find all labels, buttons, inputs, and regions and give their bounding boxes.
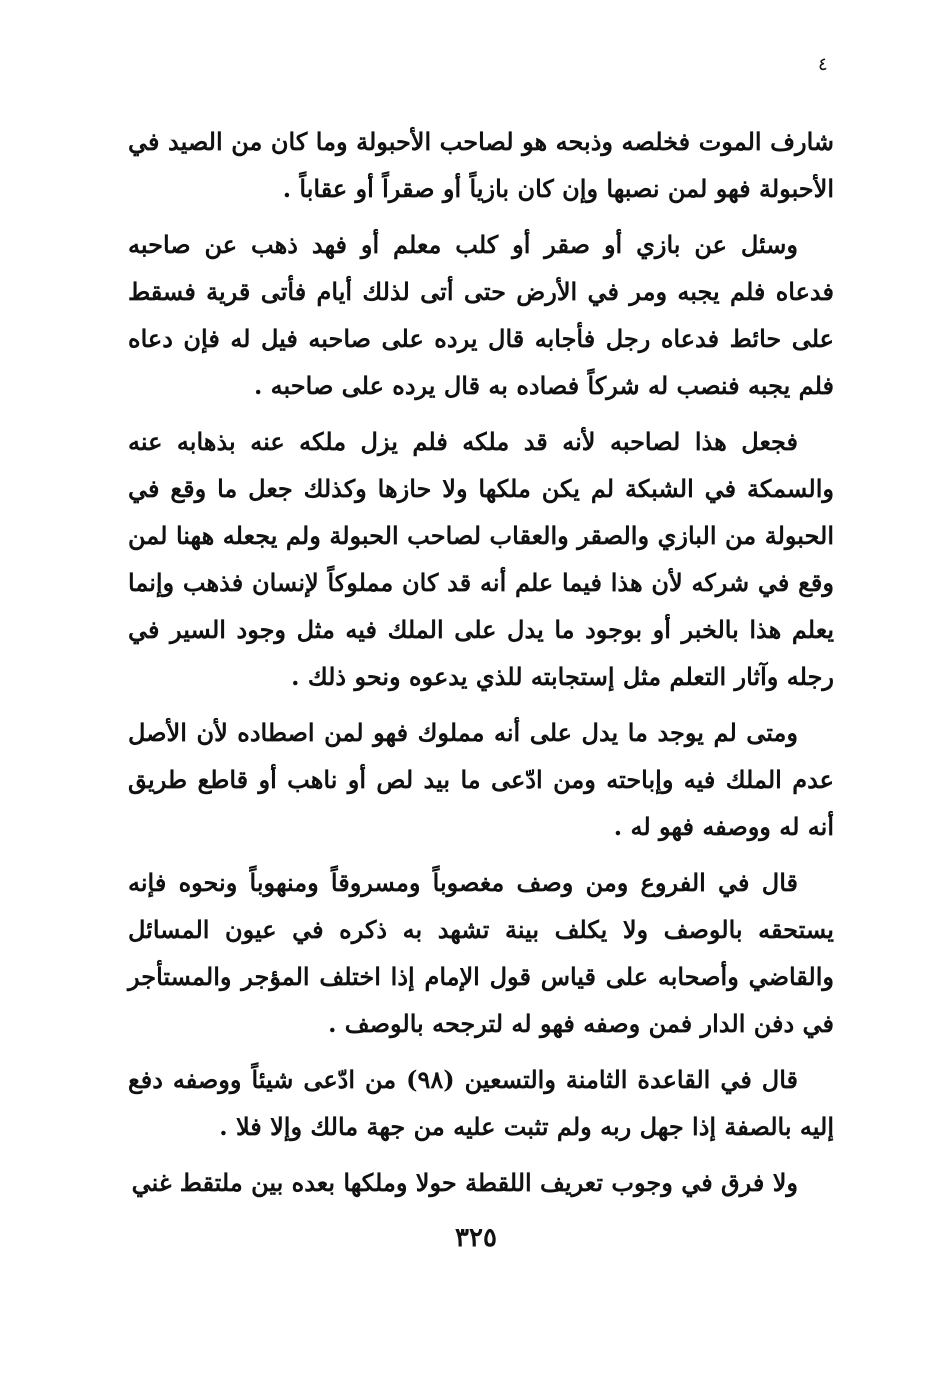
paragraph-6: قال في القاعدة الثامنة والتسعين (٩٨) من ادّعى شيئاً ووصفه دفع إليه بالصفة إذا جهل ربه ولم تثبت عليه من جهة مالك وإلا فلا . — [128, 1065, 834, 1141]
paragraph-5: قال في الفروع ومن وصف مغصوباً ومسروقاً ومنهوباً ونحوه فإنه يستحقه بالوصف ولا يكلف بينة تشهد به ذكره في عيون المسائل والقاضي وأصحابه على قياس قول الإمام إذا اختلف المؤجر والمستأجر في دفن الدار فمن وصفه فهو له لترجحه بالوصف . — [128, 868, 834, 1038]
page-number: ٣٢٥ — [455, 1223, 497, 1253]
text-body — [128, 118, 834, 1215]
paragraph-2: وسئل عن بازي أو صقر أو كلب معلم أو فهد ذهب عن صاحبه فدعاه فلم يجبه ومر في الأرض حتى أتى لذلك أيام فأتى قرية فسقط على حائط فدعاه رجل فأجابه قال يرده على صاحبه فيل له فإن دعاه فلم يجبه فنصب له شركاً فصاده به قال يرده على صاحبه . — [128, 230, 834, 400]
paragraph-1: شارف الموت فخلصه وذبحه هو لصاحب الأحبولة وما كان من الصيد في الأحبولة فهو لمن نصبها وإن كان بازياً أو صقراً أو عقاباً . — [128, 127, 834, 203]
paragraph-3: فجعل هذا لصاحبه لأنه قد ملكه فلم يزل ملكه عنه بذهابه عنه والسمكة في الشبكة لم يكن ملكها ولا حازها وكذلك جعل ما وقع في الحبولة من البازي والصقر والعقاب لصاحب الحبولة ولم يجعله ههنا لمن وقع في شركه لأن هذا فيما علم أنه قد كان مملوكاً لإنسان فذهب وإنما يعلم هذا بالخبر أو بوجود ما يدل على الملك فيه مثل وجود السير في رجله وآثار التعلم مثل إستجابته للذي يدعوه ونحو ذلك . — [128, 427, 834, 691]
paragraph-4: ومتى لم يوجد ما يدل على أنه مملوك فهو لمن اصطاده لأن الأصل عدم الملك فيه وإباحته ومن ادّعى ما بيد لص أو ناهب أو قاطع طريق أنه له ووصفه فهو له . — [128, 718, 834, 841]
corner-mark: ٤ — [818, 54, 828, 75]
paragraph-7: ولا فرق في وجوب تعريف اللقطة حولا وملكها بعده بين ملتقط غني — [131, 1168, 798, 1197]
